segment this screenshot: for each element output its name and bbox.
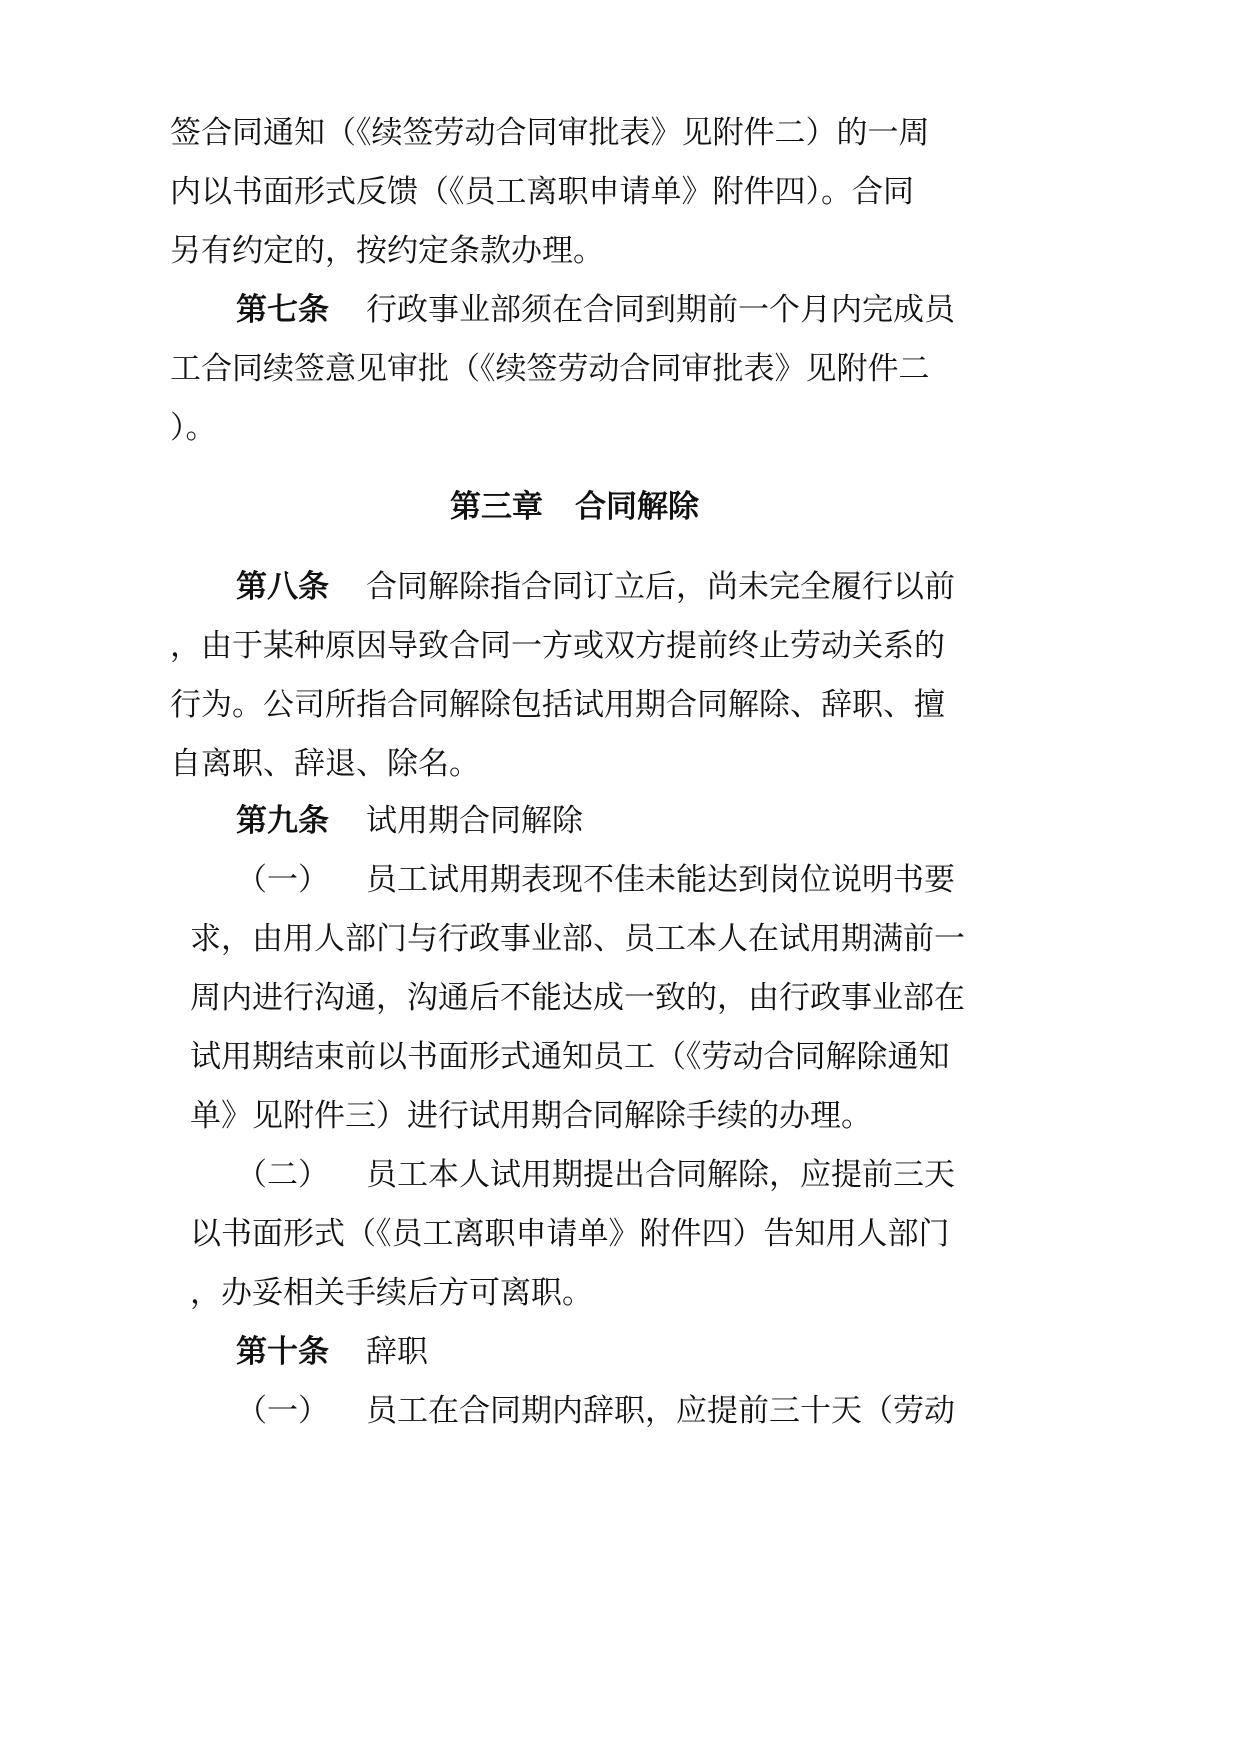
article-9-item-2-line: 以书面形式（《员工离职申请单》附件四）告知用人部门 xyxy=(190,1216,950,1252)
article-10-label: 第十条 xyxy=(236,1334,329,1370)
paragraph-line: 签合同通知（《续签劳动合同审批表》见附件二）的一周 xyxy=(170,115,930,151)
article-9-item-1-line: 周内进行沟通，沟通后不能达成一致的，由行政事业部在 xyxy=(190,980,965,1016)
paragraph-line: 另有约定的，按约定条款办理。 xyxy=(170,233,604,269)
chapter-3-number: 第三章 xyxy=(450,489,543,525)
article-9-heading: 试用期合同解除 xyxy=(366,803,583,839)
article-8-line: ，由于某种原因导致合同一方或双方提前终止劳动关系的 xyxy=(170,628,945,664)
article-10-item-1-marker: （一） xyxy=(236,1393,329,1429)
article-7-line: 行政事业部须在合同到期前一个月内完成员 xyxy=(366,292,955,328)
article-7-label: 第七条 xyxy=(236,292,329,328)
article-9-item-1-marker: （一） xyxy=(236,862,329,898)
article-9-item-1-line: 试用期结束前以书面形式通知员工（《劳动合同解除通知 xyxy=(190,1039,950,1075)
paragraph-line: 内以书面形式反馈（《员工离职申请单》附件四）。合同 xyxy=(170,174,914,210)
article-8-line: 合同解除指合同订立后，尚未完全履行以前 xyxy=(366,569,955,605)
article-8-line: 自离职、辞退、除名。 xyxy=(170,746,480,782)
article-9-item-1-line: 求，由用人部门与行政事业部、员工本人在试用期满前一 xyxy=(190,921,965,957)
article-9-item-2-line: ，办妥相关手续后方可离职。 xyxy=(190,1275,593,1311)
article-10-heading: 辞职 xyxy=(366,1334,428,1370)
article-9-item-2-line: 员工本人试用期提出合同解除，应提前三天 xyxy=(366,1157,955,1193)
article-9-label: 第九条 xyxy=(236,803,329,839)
chapter-3-title: 合同解除 xyxy=(575,489,699,525)
article-9-item-2-marker: （二） xyxy=(236,1157,329,1193)
article-8-line: 行为。公司所指合同解除包括试用期合同解除、辞职、擅 xyxy=(170,687,945,723)
article-8-label: 第八条 xyxy=(236,569,329,605)
article-9-item-1-line: 单》见附件三）进行试用期合同解除手续的办理。 xyxy=(190,1098,872,1134)
article-7-line: ）。 xyxy=(170,410,217,446)
article-9-item-1-line: 员工试用期表现不佳未能达到岗位说明书要 xyxy=(366,862,955,898)
article-10-item-1-line: 员工在合同期内辞职，应提前三十天（劳动 xyxy=(366,1393,955,1429)
article-7-line: 工合同续签意见审批（《续签劳动合同审批表》见附件二 xyxy=(170,351,930,387)
